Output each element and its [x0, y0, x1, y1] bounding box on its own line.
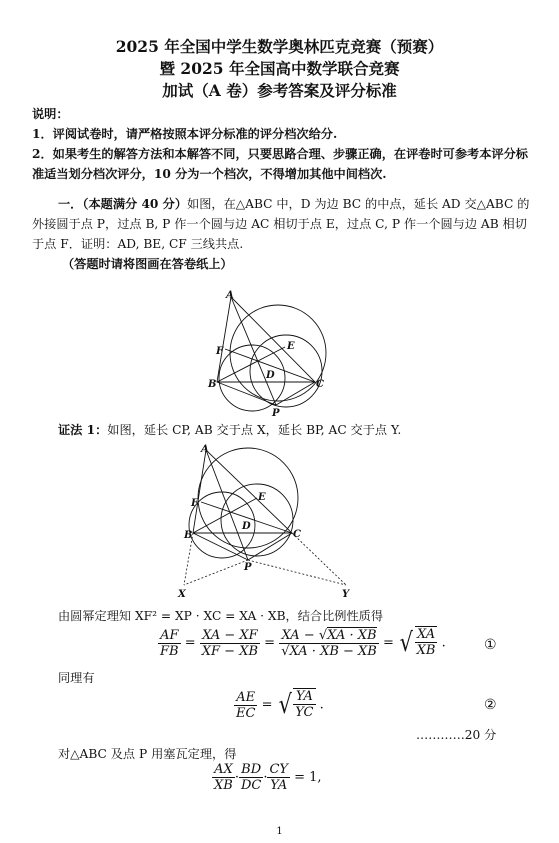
- notes-heading: 说明：: [32, 107, 69, 121]
- label-p: P: [244, 562, 252, 573]
- title-line-2: 暨 2025 年全国高中数学联合竞赛: [159, 59, 400, 78]
- title-line-1: 2025 年全国中学生数学奥林匹克竞赛（预赛）: [115, 37, 444, 56]
- figure-2: [170, 440, 360, 605]
- eq2-lhs: $\frac{AE}{EC}$: [236, 689, 256, 721]
- segment-be: [217, 347, 285, 382]
- segment-cp: [248, 533, 292, 560]
- problem-label: 一．（本题满分 40 分）: [58, 197, 188, 211]
- equation-1-marker: ①: [484, 637, 497, 653]
- label-a: A: [226, 290, 234, 301]
- label-f: F: [191, 498, 199, 509]
- label-d: D: [266, 370, 275, 381]
- step-2-text: 同理有: [58, 671, 95, 685]
- equation-3: $\frac{AX}{XB}$ · $\frac{BD}{DC}$ · $\frac{CY}{YA}$ = 1,: [214, 762, 322, 793]
- circumcircle: [230, 305, 326, 401]
- eq1-rhs-sqrt: √ $\frac{XA}{XB}$: [399, 627, 436, 658]
- label-f: F: [216, 346, 224, 357]
- segment-ap: [231, 297, 276, 405]
- label-y: Y: [342, 589, 350, 600]
- proof-label: 证法 1：: [58, 423, 108, 437]
- label-x: X: [178, 589, 186, 600]
- problem-statement: [32, 194, 532, 254]
- eq3-rhs: = 1,: [294, 770, 322, 785]
- segment-bp: [217, 382, 276, 405]
- dashed-px: [184, 560, 248, 585]
- eq1-middle-2: $\frac{XA - √XA \cdot XB}{√XA \cdot XB - XB}$: [281, 627, 377, 659]
- label-b: B: [184, 530, 193, 541]
- problem-note: （答题时请将图画在答卷纸上）: [62, 257, 233, 271]
- figure-1: [190, 285, 340, 420]
- eq3-f1: $\frac{AX}{XB}$: [214, 762, 233, 793]
- equation-2-marker: ②: [484, 697, 497, 713]
- label-c: C: [316, 379, 324, 390]
- segment-cp: [276, 382, 315, 405]
- circle-bpe: [219, 345, 285, 411]
- equation-2: $\frac{AE}{EC}$ = √ $\frac{YA}{YC}$ .: [236, 689, 324, 721]
- page-number: 1: [276, 826, 283, 837]
- score-20: …………20 分: [416, 728, 497, 742]
- step-1-text: 由圆幂定理知 XF² = XP · XC = XA · XB，结合比例性质得: [58, 609, 384, 623]
- dashed-py: [248, 560, 346, 585]
- proof-intro: [58, 420, 528, 440]
- notes-item-2: 2．如果考生的解答方法和本解答不同，只要思路合理、步骤正确，在评卷时可参考本评分标准适当划分档次评分，10 分为一个档次，不得增加其他中间档次.: [32, 147, 528, 181]
- label-a: A: [201, 444, 209, 455]
- eq2-rhs-sqrt: √ $\frac{YA}{YC}$: [278, 689, 314, 720]
- eq3-f2: $\frac{BD}{DC}$: [240, 762, 262, 793]
- title-line-3: 加试（A 卷）参考答案及评分标准: [162, 81, 397, 100]
- label-p: P: [272, 408, 280, 419]
- proof-text: 如图，延长 CP, AB 交于点 X，延长 BP, AC 交于点 Y.: [107, 423, 402, 437]
- notes-item-1: 1．评阅试卷时，请严格按照本评分标准的评分档次给分.: [32, 127, 338, 141]
- eq1-lhs: $\frac{AF}{FB}$: [160, 627, 179, 659]
- label-e: E: [258, 492, 266, 503]
- dashed-cy: [292, 533, 346, 585]
- label-c: C: [293, 529, 301, 540]
- equation-1: $\frac{AF}{FB}$ = $\frac{XA - XF}{XF - XB}$ = $\frac{XA - √XA \cdot XB}{√XA \cdot XB - XB}$ = √ $\frac{XA}{XB}$ .: [160, 627, 446, 659]
- label-e: E: [287, 341, 295, 352]
- label-b: B: [208, 379, 217, 390]
- eq3-f3: $\frac{CY}{YA}$: [269, 762, 288, 793]
- problem-text: 如图，在△ABC 中，D 为边 BC 的中点，延长 AD 交△ABC 的外接圆于点 P，过点 B, P 作一个圆与边 AC 相切于点 E，过点 C, P 作一个圆与边 AB 相切于点 F．证明：AD, BE, CF 三线共点.: [32, 197, 530, 251]
- label-d: D: [242, 521, 251, 532]
- circle-cpf: [221, 484, 293, 556]
- step-3-text: 对△ABC 及点 P 用塞瓦定理，得: [58, 747, 237, 761]
- segment-bp: [193, 533, 248, 560]
- eq1-middle-1: $\frac{XA - XF}{XF - XB}$: [201, 627, 259, 659]
